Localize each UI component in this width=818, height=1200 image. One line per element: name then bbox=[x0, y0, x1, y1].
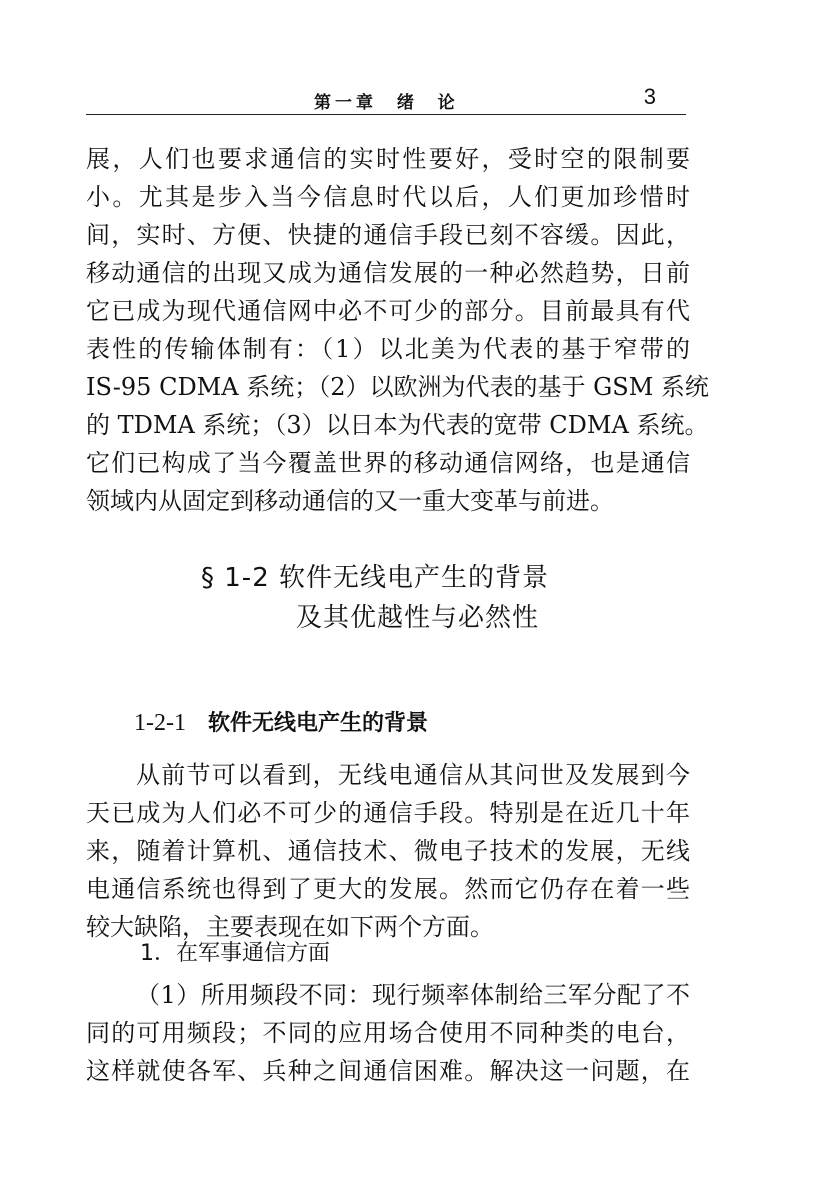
text-line: 表性的传输体制有：（1）以北美为代表的基于窄带的 bbox=[86, 335, 690, 363]
header-rule bbox=[86, 114, 686, 115]
text-line: 展，人们也要求通信的实时性要好，受时空的限制要 bbox=[86, 145, 690, 173]
text-line: 从前节可以看到，无线电通信从其问世及发展到今 bbox=[136, 761, 690, 789]
text-line: （1）所用频段不同：现行频率体制给三军分配了不 bbox=[136, 981, 690, 1009]
text-line: 移动通信的出现又成为通信发展的一种必然趋势，日前 bbox=[86, 259, 690, 287]
text-line: 间，实时、方便、快捷的通信手段已刻不容缓。因此， bbox=[86, 221, 690, 249]
text-line: 小。尤其是步入当今信息时代以后，人们更加珍惜时 bbox=[86, 183, 690, 211]
text-line: 它已成为现代通信网中必不可少的部分。目前最具有代 bbox=[86, 297, 690, 325]
subsection-number: 1-2-1 bbox=[134, 710, 186, 736]
text-line: 领域内从固定到移动通信的又一重大变革与前进。 bbox=[86, 487, 614, 515]
chapter-title: 第一章 绪 论 bbox=[314, 93, 459, 113]
text-line: 天已成为人们必不可少的通信手段。特别是在近几十年 bbox=[86, 799, 690, 827]
running-header bbox=[86, 84, 686, 114]
text-line: 较大缺陷，主要表现在如下两个方面。 bbox=[86, 913, 494, 941]
text-line: 它们已构成了当今覆盖世界的移动通信网络，也是通信 bbox=[86, 449, 690, 477]
page-number: 3 bbox=[643, 84, 656, 109]
text-line: 来，随着计算机、通信技术、微电子技术的发展，无线 bbox=[86, 837, 690, 865]
text-line: 电通信系统也得到了更大的发展。然而它仍存在着一些 bbox=[86, 875, 690, 903]
item-heading: 1．在军事通信方面 bbox=[140, 941, 330, 966]
section-title-line-1: § 1-2 软件无线电产生的背景 bbox=[201, 563, 549, 593]
subsection-title: 软件无线电产生的背景 bbox=[207, 711, 428, 736]
text-line: IS-95 CDMA 系统；（2）以欧洲为代表的基于 GSM 系统 bbox=[86, 373, 709, 401]
subsection-heading bbox=[134, 704, 428, 742]
text-line: 的 TDMA 系统；（3）以日本为代表的宽带 CDMA 系统。 bbox=[86, 411, 709, 439]
text-line: 这样就使各军、兵种之间通信困难。解决这一问题，在 bbox=[86, 1057, 690, 1085]
text-line: 同的可用频段；不同的应用场合使用不同种类的电台， bbox=[86, 1019, 690, 1047]
section-title-line-2: 及其优越性与必然性 bbox=[296, 603, 540, 633]
